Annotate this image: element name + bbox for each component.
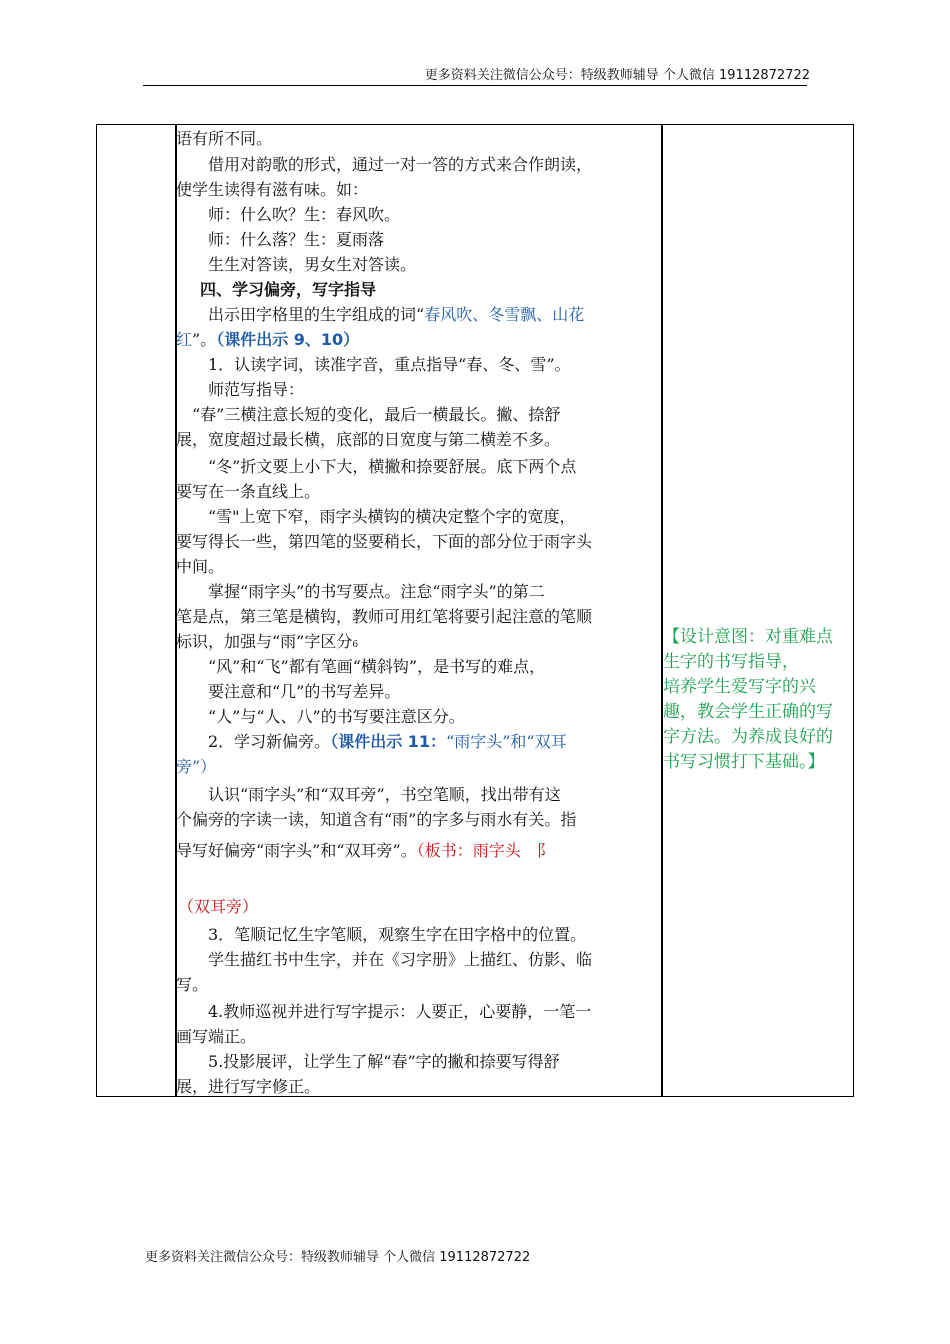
text-line: 旁”） bbox=[176, 757, 217, 776]
text-line: 写。 bbox=[176, 975, 209, 994]
text-line: “人”与“人、八”的书写要注意区分。 bbox=[176, 707, 465, 726]
text-line: 要注意和“几”的书写差异。 bbox=[176, 682, 401, 701]
text-line: 师：什么落？生：夏雨落 bbox=[176, 230, 385, 249]
text-line: 掌握“雨字头”的书写要点。注怠“雨字头”的第二 bbox=[176, 582, 545, 601]
text-line: 师范写指导： bbox=[176, 380, 305, 399]
note-line: 字方法。为养成良好的 bbox=[663, 727, 833, 747]
column-divider-right bbox=[661, 125, 663, 1096]
text-line: “雪"上宽下窄，雨字头横钩的横决定整个字的宽度， bbox=[176, 507, 576, 526]
section-heading: 四、学习偏旁，写字指导 bbox=[200, 280, 377, 299]
note-line: 生字的书写指导， bbox=[663, 652, 799, 672]
text-line: 学生描红书中生字，并在《习字册》上描红、仿影、临 bbox=[176, 950, 593, 969]
text-line bbox=[176, 330, 359, 350]
text-run: 出示田字格里的生字组成的词“ bbox=[176, 305, 425, 324]
footnote-mark: 6 bbox=[352, 640, 359, 650]
text-line: 笔是点，第三笔是横钩，教师可用红笔将要引起注意的笔顺 bbox=[176, 607, 593, 626]
text-line: 要写得长一些，第四笔的竖要稍长，下面的部分位于雨字头 bbox=[176, 532, 593, 551]
header-rule bbox=[143, 85, 807, 86]
courseware-text: “雨字头”和“双耳 bbox=[446, 732, 567, 751]
page-header: 更多资料关注微信公众号：特级教师辅导 个人微信 19112872722 bbox=[424, 68, 810, 83]
text-run: 导写好偏旁“雨字头”和“双耳旁”。 bbox=[176, 841, 417, 860]
text-line: 1．认读字词，读准字音，重点指导“春、冬、雪”。 bbox=[176, 355, 571, 374]
blackboard-note-end: （双耳旁） bbox=[178, 897, 259, 916]
text-line: 3．笔顺记忆生字笔顺，观察生字在田字格中的位置。 bbox=[176, 925, 587, 944]
text-line: “冬”折文要上小下大，横撇和捺要舒展。底下两个点 bbox=[176, 457, 577, 476]
text-line: 要写在一条直线上。 bbox=[176, 482, 321, 501]
text-line: 认识“雨字头”和“双耳旁”，书空笔顺，找出带有这 bbox=[176, 785, 561, 804]
text-line: 师：什么吹？生：春风吹。 bbox=[176, 205, 401, 224]
text-line bbox=[176, 732, 567, 752]
word-list: 春风吹、冬雪飘、山花 bbox=[424, 305, 585, 324]
text-line: 展，进行写字修正。 bbox=[176, 1077, 321, 1096]
text-line bbox=[176, 632, 358, 655]
text-line: 个偏旁的字读一读，知道含有“雨”的字多与雨水有关。指 bbox=[176, 810, 577, 829]
note-line: 趣，教会学生正确的写 bbox=[663, 702, 833, 722]
note-line: 【设计意图：对重难点 bbox=[663, 627, 833, 647]
text-line: 5.投影展评，让学生了解“春”字的撇和捺要写得舒 bbox=[176, 1052, 560, 1071]
text-line: 中间。 bbox=[176, 557, 225, 576]
courseware-note: （课件出示 11： bbox=[330, 732, 447, 751]
lesson-table bbox=[96, 124, 854, 1097]
text-line: 展，宽度超过最长横，底部的日宽度与第二横差不多。 bbox=[176, 430, 561, 449]
courseware-note: （课件出示 9、10） bbox=[216, 330, 360, 349]
text-line: 生生对答读，男女生对答读。 bbox=[176, 255, 417, 274]
note-line: 培养学生爱写字的兴 bbox=[663, 677, 816, 697]
text-line bbox=[176, 841, 553, 861]
blackboard-note: （板书：雨字头 阝 bbox=[416, 841, 553, 860]
text-run: 2．学习新偏旁。 bbox=[176, 732, 331, 751]
text-line: 使学生读得有滋有味。如： bbox=[176, 180, 369, 199]
text-run: ”。 bbox=[192, 330, 217, 349]
text-run: 标识，加强与“雨”字区分 bbox=[176, 632, 353, 651]
page-footer: 更多资料关注微信公众号：特级教师辅导 个人微信 19112872722 bbox=[145, 1250, 531, 1265]
text-line: 画写端正。 bbox=[176, 1027, 257, 1046]
text-line: 4.教师巡视并进行写字提示：人要正，心要静，一笔一 bbox=[176, 1002, 592, 1021]
word-list-end: 红 bbox=[176, 330, 193, 349]
text-line: 借用对韵歌的形式，通过一对一答的方式来合作朗读， bbox=[176, 155, 593, 174]
note-line: 书写习惯打下基础。】 bbox=[663, 752, 825, 772]
text-line bbox=[176, 305, 584, 325]
text-line: “风”和“飞”都有笔画“横斜钩”，是书写的难点， bbox=[176, 657, 546, 676]
text-line: 语有所不同。 bbox=[176, 129, 273, 148]
text-line: “春”三横注意长短的变化，最后一横最长。撇、捺舒 bbox=[176, 405, 561, 424]
